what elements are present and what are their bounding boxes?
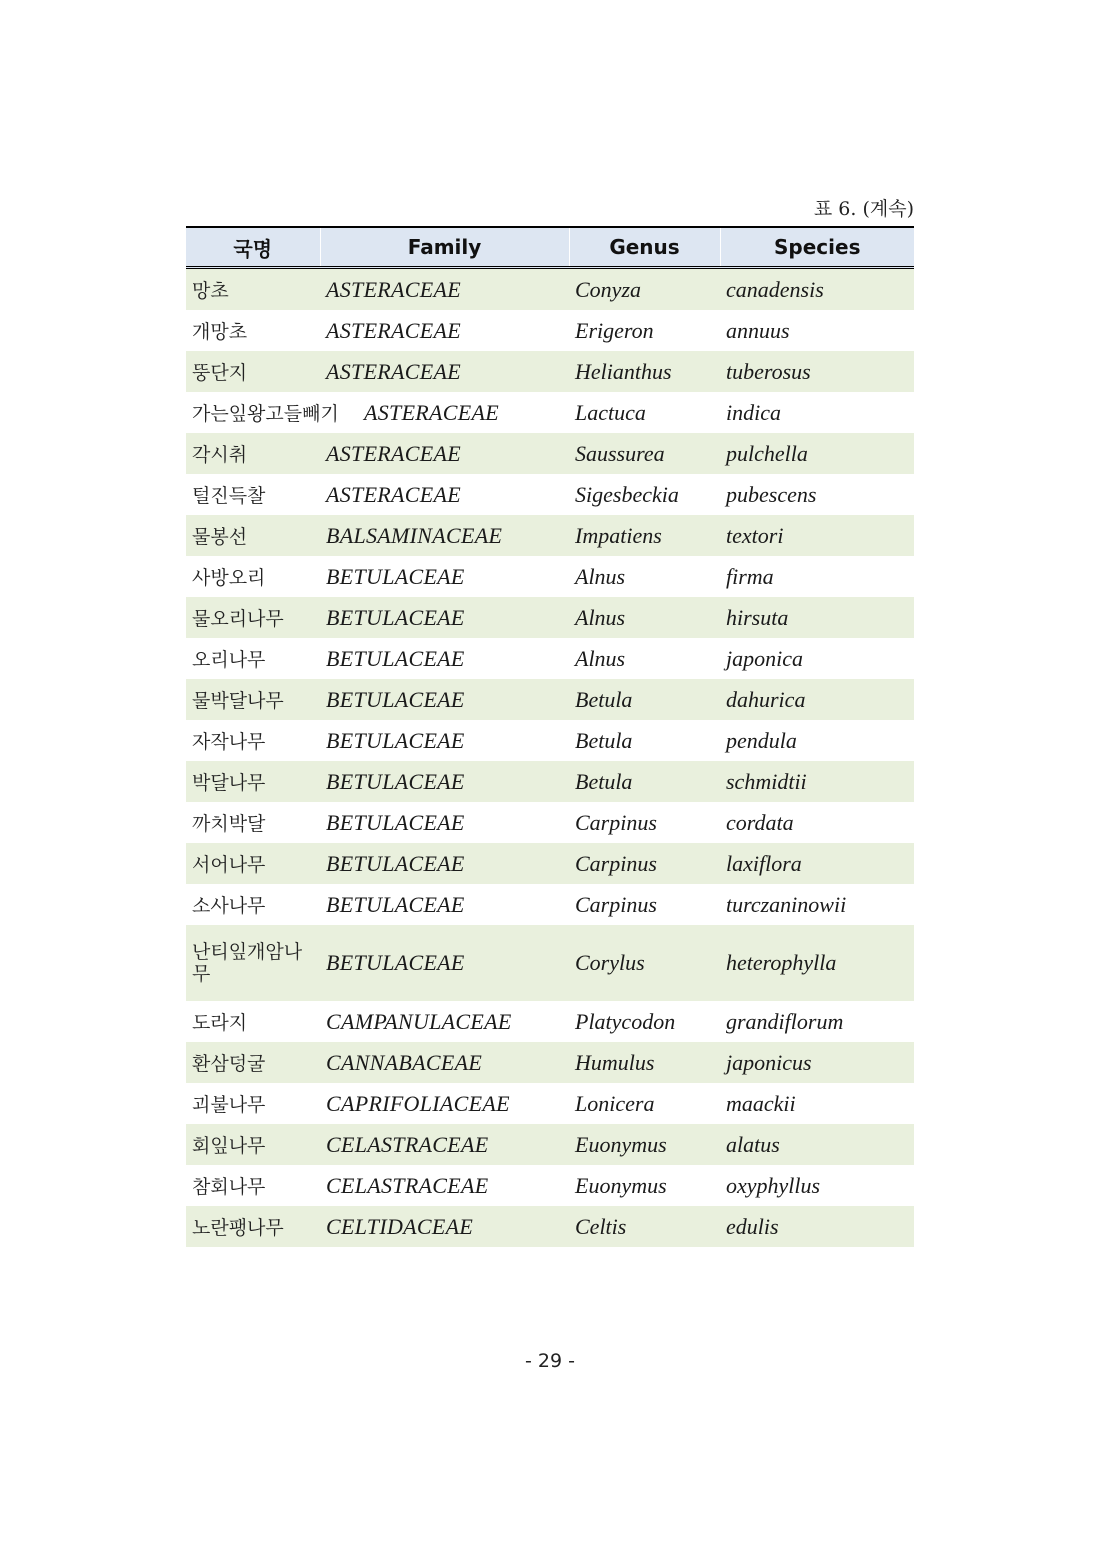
genus-cell: Carpinus [575, 891, 657, 917]
genus-cell: Betula [569, 761, 720, 802]
species-cell: indica [726, 399, 781, 425]
korean-name-cell: 자작나무 [192, 731, 266, 753]
table-row [186, 268, 914, 311]
family-cell: ASTERACEAE [320, 268, 569, 311]
family-cell: CELASTRACEAE [320, 1124, 569, 1165]
genus-cell: Betula [569, 679, 720, 720]
species-cell: alatus [720, 1124, 914, 1165]
family-cell: BALSAMINACEAE [320, 515, 569, 556]
table-row [186, 1042, 914, 1083]
korean-name-cell: 망초 [186, 268, 320, 311]
genus-cell: Helianthus [569, 351, 720, 392]
family-cell: BETULACEAE [320, 761, 569, 802]
korean-name-cell: 뚱단지 [186, 351, 320, 392]
genus-cell: Lactuca [575, 399, 646, 425]
species-cell: oxyphyllus [726, 1172, 821, 1198]
table-row [186, 761, 914, 802]
table-row [186, 679, 914, 720]
species-cell: schmidtii [720, 761, 914, 802]
species-cell: japonicus [720, 1042, 914, 1083]
family-cell: BETULACEAE [326, 809, 465, 835]
genus-cell: Euonymus [569, 1124, 720, 1165]
species-cell: pubescens [726, 481, 817, 507]
family-cell: BETULACEAE [326, 563, 465, 589]
species-cell: pendula [726, 727, 797, 753]
korean-name-cell: 까치박달 [192, 813, 266, 835]
korean-name-cell: 난티잎개암나무 [186, 925, 320, 1001]
header-species: Species [720, 227, 914, 268]
family-cell: BETULACEAE [326, 645, 465, 671]
family-cell: BETULACEAE [326, 891, 465, 917]
family-cell: CAMPANULACEAE [326, 1008, 512, 1034]
species-cell: grandiflorum [726, 1008, 844, 1034]
korean-name-cell: 소사나무 [192, 895, 266, 917]
genus-cell: Sigesbeckia [575, 481, 679, 507]
table-row [186, 1206, 914, 1247]
table-row [186, 433, 914, 474]
header-korean-name: 국명 [186, 227, 320, 268]
species-cell: hirsuta [720, 597, 914, 638]
family-cell: ASTERACEAE [320, 351, 569, 392]
korean-name-cell: 물박달나무 [186, 679, 320, 720]
species-cell: tuberosus [720, 351, 914, 392]
korean-name-cell: 도라지 [192, 1012, 248, 1034]
table-row [186, 925, 914, 1001]
genus-cell: Conyza [569, 268, 720, 311]
table-row [186, 474, 914, 515]
korean-name-cell: 개망초 [192, 321, 248, 343]
table-row [186, 638, 914, 679]
korean-name-cell: 물봉선 [186, 515, 320, 556]
species-cell: canadensis [720, 268, 914, 311]
genus-cell: Erigeron [575, 317, 654, 343]
table-row [186, 1001, 914, 1042]
genus-cell: Impatiens [569, 515, 720, 556]
table-row [186, 556, 914, 597]
genus-cell: Platycodon [575, 1008, 676, 1034]
genus-cell: Corylus [569, 925, 720, 1001]
korean-name-cell: 박달나무 [186, 761, 320, 802]
table-row [186, 802, 914, 843]
korean-name-cell: 노란팽나무 [186, 1206, 320, 1247]
korean-name-cell: 털진득찰 [192, 485, 266, 507]
table-caption: 표 6. (계속) [813, 198, 914, 220]
korean-name-cell: 오리나무 [192, 649, 266, 671]
species-cell: turczaninowii [726, 891, 847, 917]
species-cell: laxiflora [720, 843, 914, 884]
table-row [186, 1124, 914, 1165]
species-cell: pulchella [720, 433, 914, 474]
family-cell: BETULACEAE [320, 925, 569, 1001]
genus-cell: Celtis [569, 1206, 720, 1247]
table-row [186, 1165, 914, 1206]
korean-name-cell: 회잎나무 [186, 1124, 320, 1165]
genus-cell: Lonicera [575, 1090, 655, 1116]
genus-cell: Saussurea [569, 433, 720, 474]
species-table [186, 226, 914, 1247]
species-cell: japonica [726, 645, 803, 671]
table-row [186, 1083, 914, 1124]
table-row [186, 515, 914, 556]
species-cell: textori [720, 515, 914, 556]
family-cell: ASTERACEAE [326, 317, 461, 343]
family-cell: CELASTRACEAE [326, 1172, 489, 1198]
table-row [186, 351, 914, 392]
family-cell: ASTERACEAE [320, 433, 569, 474]
korean-name-cell: 가는잎왕고들빼기 [192, 403, 339, 425]
table-row [186, 884, 914, 925]
family-cell: BETULACEAE [320, 843, 569, 884]
korean-name-cell: 환삼덩굴 [186, 1042, 320, 1083]
species-cell: maackii [726, 1090, 796, 1116]
table-row [186, 843, 914, 884]
header-genus: Genus [569, 227, 720, 268]
table-row [186, 310, 914, 351]
table-row [186, 597, 914, 638]
genus-cell: Alnus [569, 597, 720, 638]
korean-name-cell: 괴불나무 [192, 1094, 266, 1116]
genus-cell: Euonymus [575, 1172, 667, 1198]
genus-cell: Carpinus [575, 809, 657, 835]
table-row [186, 720, 914, 761]
korean-name-cell: 물오리나무 [186, 597, 320, 638]
species-cell: cordata [726, 809, 794, 835]
family-cell: BETULACEAE [320, 597, 569, 638]
korean-name-cell: 각시취 [186, 433, 320, 474]
page-number: - 29 - [525, 1350, 575, 1372]
family-cell: CELTIDACEAE [320, 1206, 569, 1247]
header-family: Family [320, 227, 569, 268]
species-cell: dahurica [720, 679, 914, 720]
genus-cell: Alnus [575, 645, 626, 671]
genus-cell: Betula [575, 727, 633, 753]
family-cell: CANNABACEAE [320, 1042, 569, 1083]
family-cell: CAPRIFOLIACEAE [326, 1090, 510, 1116]
korean-name-cell: 참회나무 [192, 1176, 266, 1198]
korean-name-cell: 서어나무 [186, 843, 320, 884]
korean-name-cell: 사방오리 [192, 567, 266, 589]
species-cell: heterophylla [720, 925, 914, 1001]
species-cell: edulis [720, 1206, 914, 1247]
genus-cell: Alnus [575, 563, 626, 589]
genus-cell: Humulus [569, 1042, 720, 1083]
family-cell: ASTERACEAE [326, 481, 461, 507]
family-cell: BETULACEAE [326, 727, 465, 753]
species-cell: annuus [726, 317, 790, 343]
family-cell: BETULACEAE [320, 679, 569, 720]
species-cell: firma [726, 563, 774, 589]
table-row [186, 392, 914, 433]
genus-cell: Carpinus [569, 843, 720, 884]
family-cell: ASTERACEAE [364, 399, 499, 425]
table-header [186, 227, 914, 268]
